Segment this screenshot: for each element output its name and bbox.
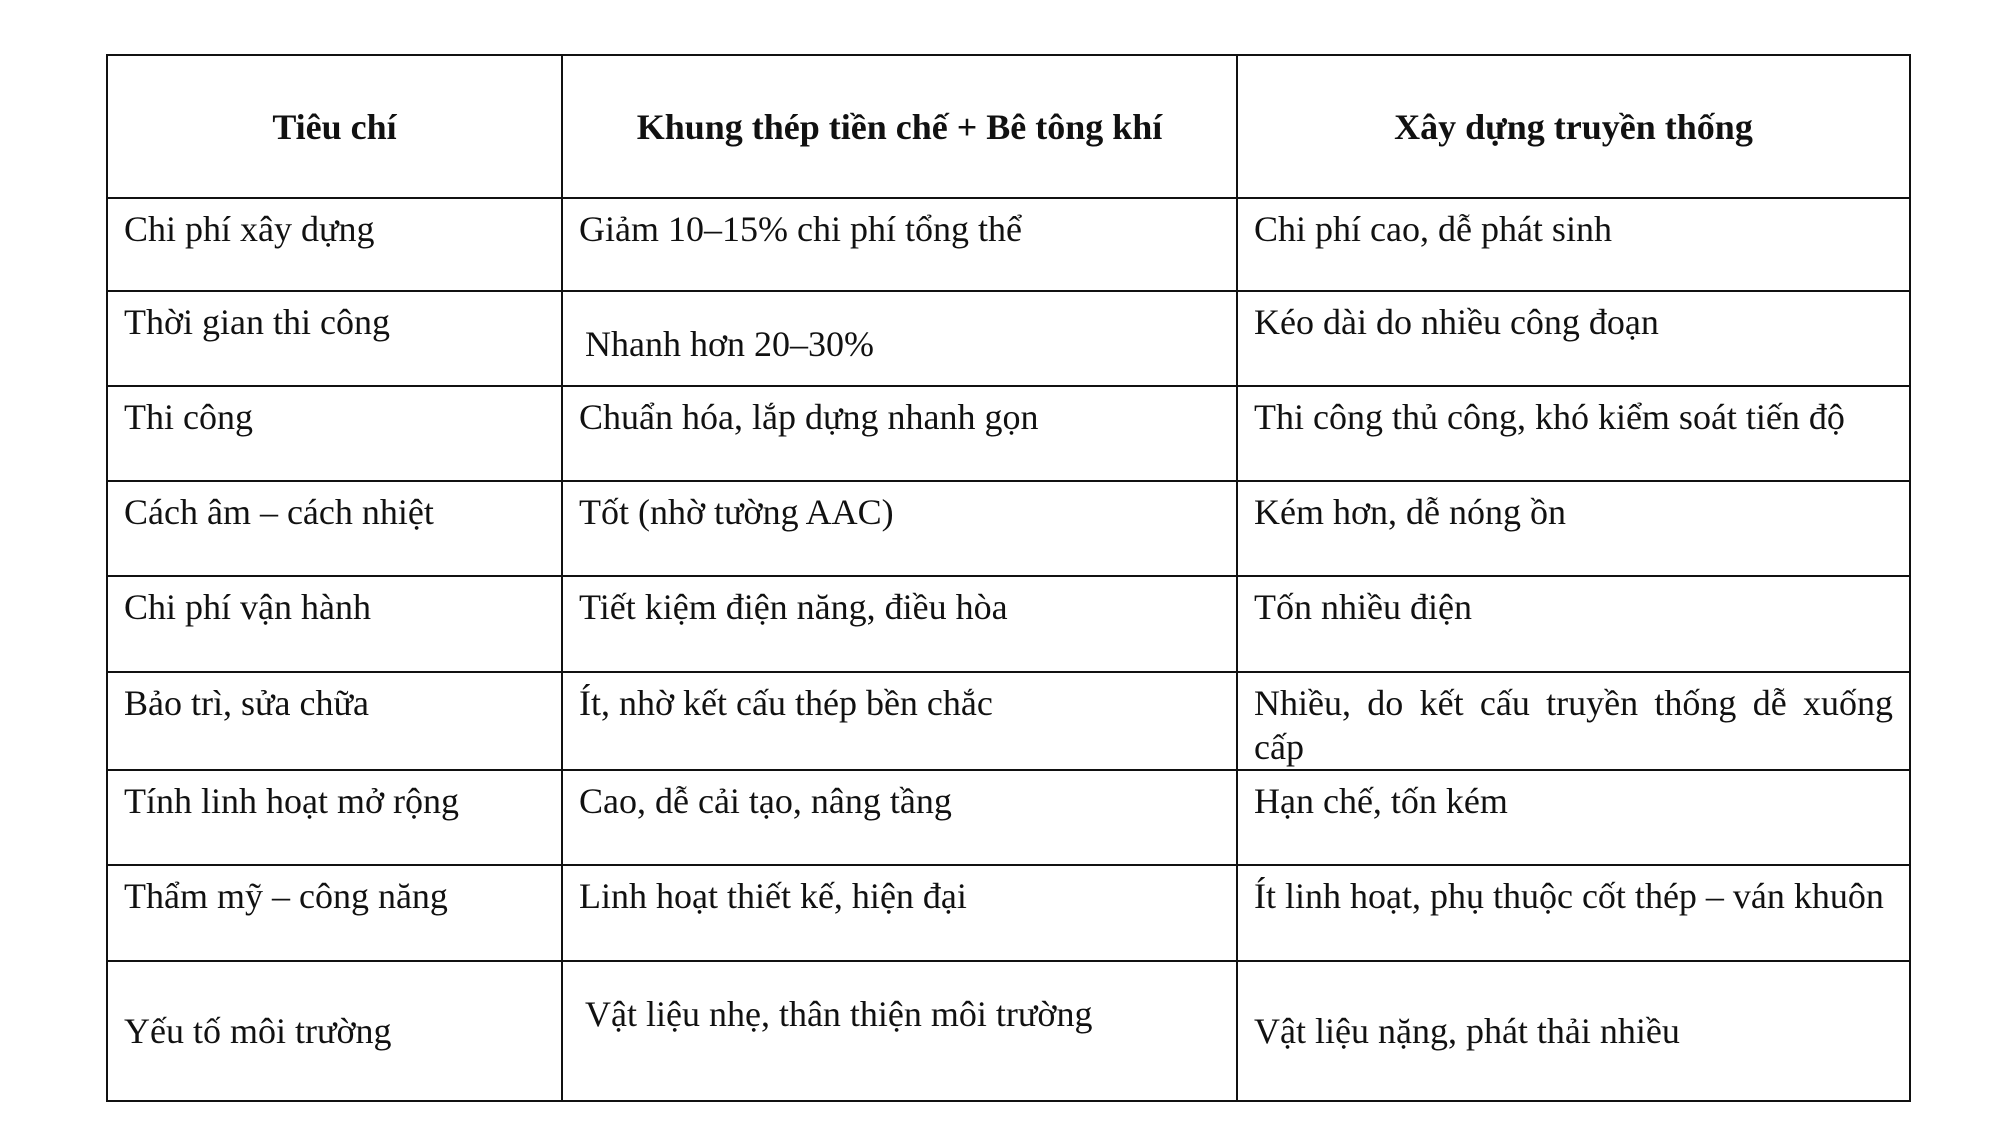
prefab-cell: Tốt (nhờ tường AAC) bbox=[562, 481, 1237, 576]
criteria-cell: Cách âm – cách nhiệt bbox=[107, 481, 562, 576]
traditional-cell: Kém hơn, dễ nóng ồn bbox=[1237, 481, 1910, 576]
criteria-cell: Bảo trì, sửa chữa bbox=[107, 672, 562, 770]
table-row bbox=[107, 386, 1910, 481]
traditional-cell: Vật liệu nặng, phát thải nhiều bbox=[1237, 961, 1910, 1101]
table-row bbox=[107, 198, 1910, 291]
table-row bbox=[107, 481, 1910, 576]
prefab-cell: Giảm 10–15% chi phí tổng thể bbox=[562, 198, 1237, 291]
traditional-cell: Kéo dài do nhiều công đoạn bbox=[1237, 291, 1910, 386]
table-row bbox=[107, 961, 1910, 1101]
prefab-cell: Vật liệu nhẹ, thân thiện môi trường bbox=[562, 961, 1237, 1101]
comparison-table-container bbox=[106, 54, 1909, 1098]
criteria-cell: Thời gian thi công bbox=[107, 291, 562, 386]
traditional-cell: Ít linh hoạt, phụ thuộc cốt thép – ván khuôn bbox=[1237, 865, 1910, 961]
criteria-cell: Tính linh hoạt mở rộng bbox=[107, 770, 562, 865]
prefab-cell: Tiết kiệm điện năng, điều hòa bbox=[562, 576, 1237, 672]
traditional-cell: Hạn chế, tốn kém bbox=[1237, 770, 1910, 865]
table-row bbox=[107, 291, 1910, 386]
table-row bbox=[107, 770, 1910, 865]
table-header-row bbox=[107, 55, 1910, 198]
traditional-cell: Nhiều, do kết cấu truyền thống dễ xuống cấp bbox=[1237, 672, 1910, 770]
prefab-cell: Nhanh hơn 20–30% bbox=[562, 291, 1237, 386]
criteria-cell: Chi phí vận hành bbox=[107, 576, 562, 672]
header-criteria: Tiêu chí bbox=[107, 55, 562, 198]
criteria-cell: Thi công bbox=[107, 386, 562, 481]
prefab-cell: Cao, dễ cải tạo, nâng tầng bbox=[562, 770, 1237, 865]
traditional-cell: Tốn nhiều điện bbox=[1237, 576, 1910, 672]
header-traditional-construction: Xây dựng truyền thống bbox=[1237, 55, 1910, 198]
traditional-cell: Chi phí cao, dễ phát sinh bbox=[1237, 198, 1910, 291]
table-row bbox=[107, 865, 1910, 961]
criteria-cell: Thẩm mỹ – công năng bbox=[107, 865, 562, 961]
prefab-cell: Ít, nhờ kết cấu thép bền chắc bbox=[562, 672, 1237, 770]
comparison-table bbox=[106, 54, 1911, 1102]
header-prefab-steel-aac: Khung thép tiền chế + Bê tông khí bbox=[562, 55, 1237, 198]
criteria-cell: Chi phí xây dựng bbox=[107, 198, 562, 291]
traditional-cell: Thi công thủ công, khó kiểm soát tiến độ bbox=[1237, 386, 1910, 481]
criteria-cell: Yếu tố môi trường bbox=[107, 961, 562, 1101]
table-row bbox=[107, 576, 1910, 672]
prefab-cell: Linh hoạt thiết kế, hiện đại bbox=[562, 865, 1237, 961]
table-row bbox=[107, 672, 1910, 770]
prefab-cell: Chuẩn hóa, lắp dựng nhanh gọn bbox=[562, 386, 1237, 481]
